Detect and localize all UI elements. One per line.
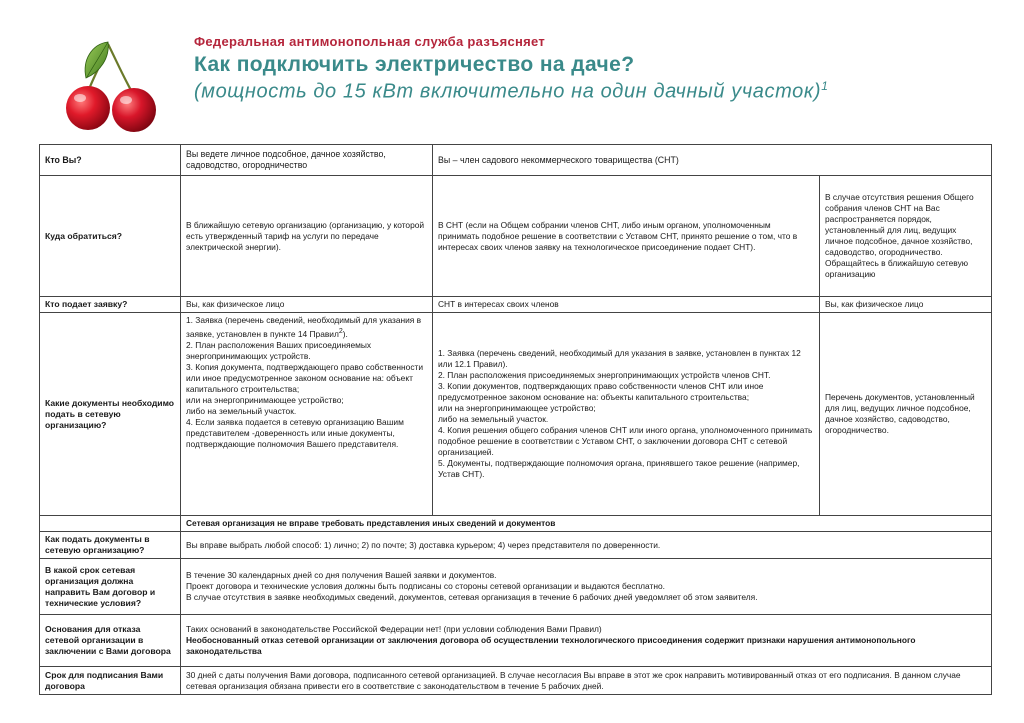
documents-no-decision: Перечень документов, установленный для лиц, ведущих личное подсобное, дачное хозяйство, садоводство, огородничество. bbox=[820, 313, 992, 516]
how-submit-answer: Вы вправе выбрать любой способ: 1) лично; 2) по почте; 3) доставка курьером; 4) через представителя по доверенности. bbox=[181, 532, 992, 559]
page-header bbox=[194, 34, 994, 104]
note-empty-cell bbox=[40, 516, 181, 532]
refusal-line-1: Таких оснований в законодательстве Российской Федерации нет! (при условии соблюдения Вами Правил) bbox=[186, 624, 602, 634]
documents-question: Какие документы необходимо подать в сетевую организацию? bbox=[40, 313, 181, 516]
deadline-line-3: В случае отсутствия в заявке необходимых сведений, документов, сетевая организация в течение 6 рабочих дней уведомляет об этом заявителя. bbox=[186, 592, 758, 602]
table-row-sign bbox=[40, 667, 992, 695]
where-question: Куда обратиться? bbox=[40, 176, 181, 297]
doc-snt-7: 5. Документы, подтверждающие полномочия органа, принявшего такое решение (например, Устав СНТ). bbox=[438, 458, 800, 479]
deadline-question: В какой срок сетевая организация должна направить Вам договор и технические условия? bbox=[40, 559, 181, 615]
doc-ind-4: или на энергопринимающее устройство; bbox=[186, 394, 344, 405]
table-row-how-submit bbox=[40, 532, 992, 559]
documents-individual bbox=[181, 313, 433, 516]
deadline-line-2: Проект договора и технические условия должны быть подписаны со стороны сетевой организации и выдаются бесплатно. bbox=[186, 581, 665, 591]
documents-note: Сетевая организация не вправе требовать представления иных сведений и документов bbox=[181, 516, 992, 532]
table-row-deadline bbox=[40, 559, 992, 615]
header-individual-cell: Вы ведете личное подсобное, дачное хозяйство, садоводство, огородничество bbox=[181, 145, 433, 176]
table-row-where bbox=[40, 176, 992, 297]
footnote-2-mark: 2 bbox=[338, 328, 343, 335]
refusal-line-2: Необоснованный отказ сетевой организации от заключения договора об осуществлении технологического присоединения содержит признаки нарушения антимонопольного законодательства bbox=[186, 635, 916, 656]
doc-snt-3: 3. Копии документов, подтверждающих право собственности членов СНТ или иное предусмотренное законом основание на: объекты капитального строительства; bbox=[438, 381, 764, 402]
where-individual: В ближайшую сетевую организацию (организацию, у которой есть утвержденный тариф на услуги по передаче электрической энергии). bbox=[181, 176, 433, 297]
refusal-question: Основания для отказа сетевой организации в заключении с Вами договора bbox=[40, 615, 181, 667]
table-row-header bbox=[40, 145, 992, 176]
agency-name: Федеральная антимонопольная служба разъясняет bbox=[194, 34, 546, 49]
doc-snt-4: или на энергопринимающее устройство; bbox=[438, 403, 596, 413]
page-subtitle bbox=[194, 79, 994, 104]
doc-ind-6: 4. Если заявка подается в сетевую организацию Вашим представителем -доверенность или иные документы, подтверждающие полномочия Вашего представителя. bbox=[186, 416, 404, 449]
footnote-mark: 1 bbox=[821, 79, 829, 93]
page-title: Как подключить электричество на даче? bbox=[194, 53, 635, 76]
doc-snt-6: 4. Копия решения общего собрания членов СНТ или иного органа, уполномоченного принимать подобное решение в соответствии с Уставом СНТ, о заключении договора СНТ с сетевой организацией. bbox=[438, 425, 813, 457]
how-submit-question: Как подать документы в сетевую организацию? bbox=[40, 532, 181, 559]
doc-snt-2: 2. План расположения присоединяемых энергопринимающих устройств членов СНТ. bbox=[438, 370, 771, 380]
table-row-who-applies bbox=[40, 297, 992, 313]
who-applies-no-decision: Вы, как физическое лицо bbox=[820, 297, 992, 313]
cherry-icon bbox=[60, 30, 170, 140]
table-row-documents bbox=[40, 313, 992, 516]
subtitle-text: (мощность до 15 кВт включительно на один дачный участок) bbox=[194, 80, 822, 103]
deadline-line-1: В течение 30 календарных дней со дня получения Вашей заявки и документов. bbox=[186, 570, 497, 580]
header-snt-cell: Вы – член садового некоммерческого товарищества (СНТ) bbox=[433, 145, 992, 176]
doc-ind-3: 3. Копия документа, подтверждающего право собственности или иное предусмотренное законом основание на: объект капитального строительства; bbox=[186, 361, 424, 394]
doc-ind-2: 2. План расположения Ваших присоединяемых энергопринимающих устройств. bbox=[186, 339, 372, 361]
doc-ind-5: либо на земельный участок. bbox=[186, 405, 297, 416]
sign-question: Срок для подписания Вами договора bbox=[40, 667, 181, 695]
info-table bbox=[39, 144, 992, 695]
doc-snt-5: либо на земельный участок. bbox=[438, 414, 549, 424]
who-applies-question: Кто подает заявку? bbox=[40, 297, 181, 313]
who-applies-individual: Вы, как физическое лицо bbox=[181, 297, 433, 313]
doc-snt-1: 1. Заявка (перечень сведений, необходимый для указания в заявке, установлен в пунктах 12 или 12.1 Правил). bbox=[438, 348, 801, 369]
who-applies-snt: СНТ в интересах своих членов bbox=[433, 297, 820, 313]
refusal-answer bbox=[181, 615, 992, 667]
where-no-decision: В случае отсутствия решения Общего собрания членов СНТ на Вас распространяется порядок, установленный для лиц, ведущих личное подсобное, дачное хозяйство, садоводство, огородничество. Обращайтесь в ближайшую сетевую организацию bbox=[820, 176, 992, 297]
sign-answer: 30 дней с даты получения Вами договора, подписанного сетевой организацией. В случае несогласия Вы вправе в этот же срок направить мотивированный отказ от его подписания. В данном случае сетевая организация обязана привести его в соответствие с законодательством в течение 5 рабочих дней. bbox=[181, 667, 992, 695]
table-row-refusal bbox=[40, 615, 992, 667]
doc-ind-1: 1. Заявка (перечень сведений, необходимый для указания в заявке, установлен в пункте 14 Правил$^2$). bbox=[186, 315, 422, 339]
documents-snt bbox=[433, 313, 820, 516]
header-who-cell: Кто Вы? bbox=[40, 145, 181, 176]
deadline-answer bbox=[181, 559, 992, 615]
where-snt: В СНТ (если на Общем собрании членов СНТ, либо иным органом, уполномоченным принимать подобное решение в соответствии с Уставом СНТ, принято решение о том, что в интересах своих членов заявку на технологическое присоединение подает СНТ). bbox=[433, 176, 820, 297]
table-row-note bbox=[40, 516, 992, 532]
